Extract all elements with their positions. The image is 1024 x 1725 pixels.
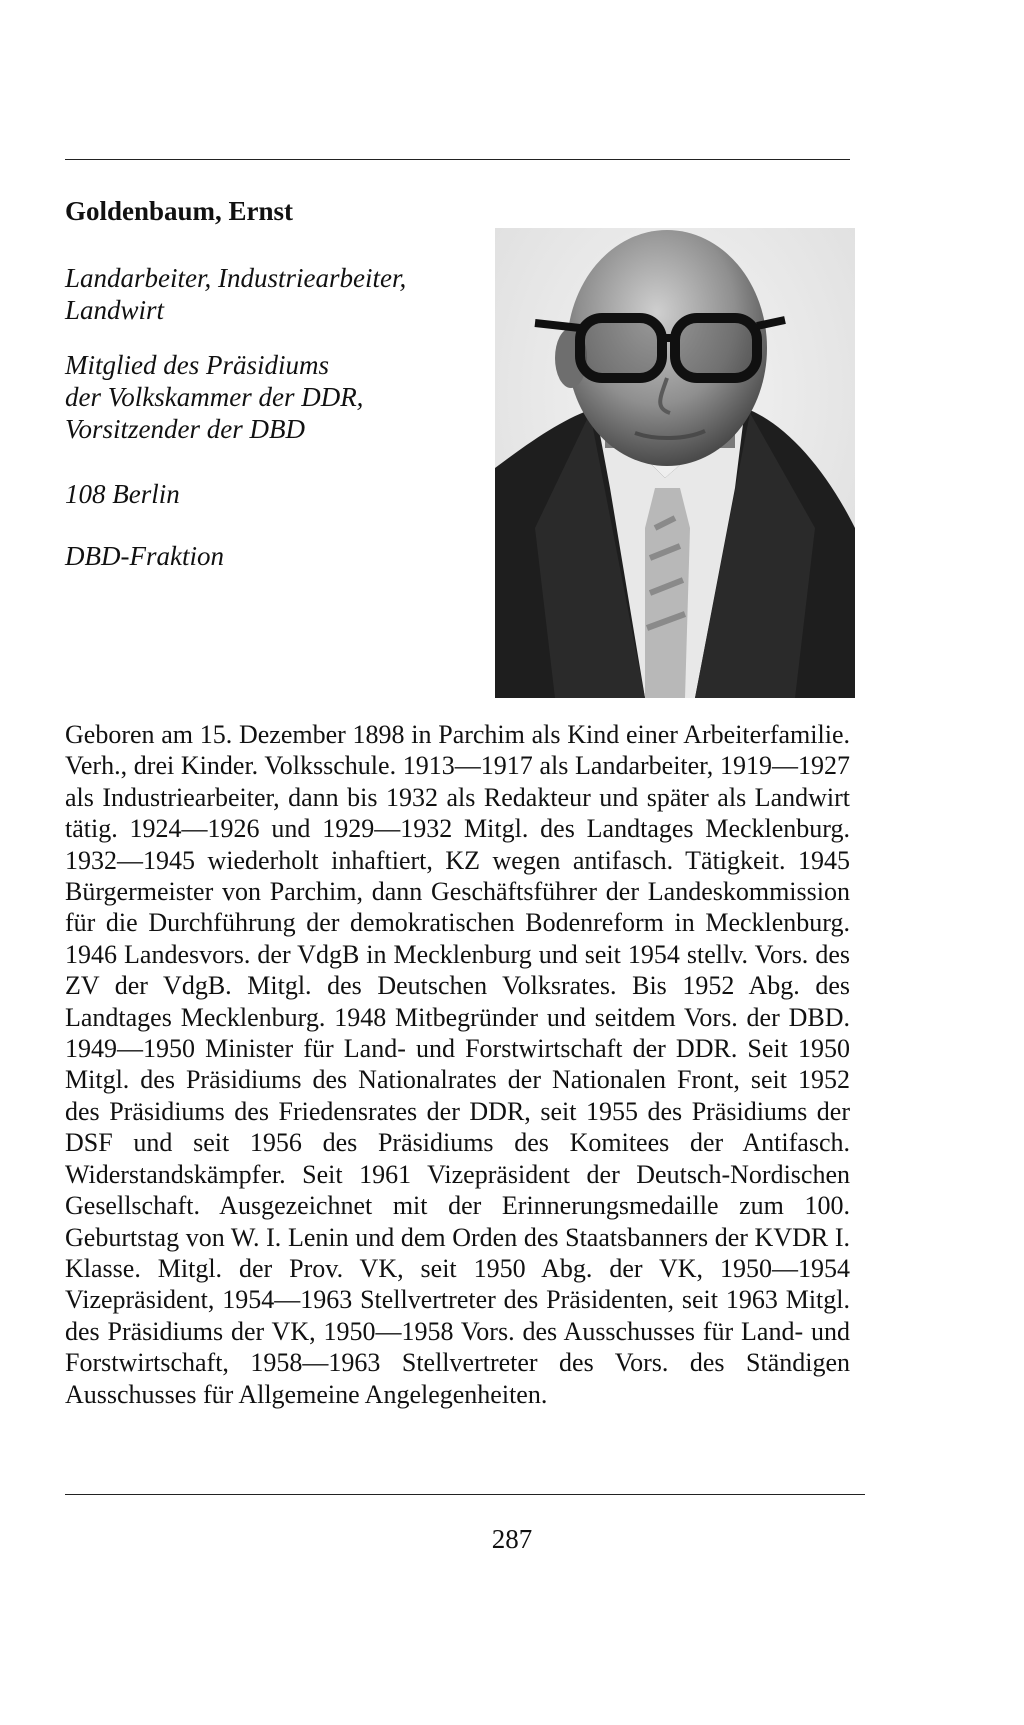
faction: DBD-Fraktion (65, 541, 224, 571)
bottom-rule (65, 1494, 865, 1495)
portrait-illustration (495, 228, 855, 698)
city: 108 Berlin (65, 479, 180, 509)
function-line-1: Mitglied des Präsidiums (65, 350, 329, 380)
biography-text: Geboren am 15. Dezember 1898 in Parchim als Kind einer Arbeiterfamilie. Verh., drei Kinder. Volksschule. 1913—1917 als Landarbeiter, 1919—1927 als Industriearbeiter, dann bis 1932 als Redakteur und später als Landwirt tätig. 1924—1926 und 1929—1932 Mitgl. des Landtages Mecklenburg. 1932—1945 wiederholt inhaftiert, KZ wegen antifasch. Tätigkeit. 1945 Bürgermeister von Parchim, dann Geschäftsführer der Landeskommission für die Durchführung der demokratischen Bodenreform in Mecklenburg. 1946 Landesvors. der VdgB in Mecklenburg und seit 1954 stellv. Vors. des ZV der VdgB. Mitgl. des Deutschen Volksrates. Bis 1952 Abg. des Landtages Mecklenburg. 1948 Mitbegründer und seitdem Vors. der DBD. 1949—1950 Minister für Land- und Forstwirtschaft der DDR. Seit 1950 Mitgl. des Präsidiums des Nationalrates der Nationalen Front, seit 1952 des Präsidiums des Friedensrates der DDR, seit 1955 des Präsidiums der DSF und seit 1956 des Präsidiums des Komitees der Antifasch. Widerstandskämpfer. Seit 1961 Vizepräsident der Deutsch-Nordischen Gesellschaft. Ausgezeichnet mit der Erinnerungsmedaille zum 100. Geburtstag von W. I. Lenin und dem Orden des Staatsbanners der KVDR I. Klasse. Mitgl. der Prov. VK, seit 1950 Abg. der VK, 1950—1954 Vizepräsident, 1954—1963 Stellvertreter des Präsidenten, seit 1963 Mitgl. des Präsidiums der VK, 1950—1958 Vors. des Ausschusses für Land- und Forstwirtschaft, 1958—1963 Stellvertreter des Vors. des Ständigen Ausschusses für Allgemeine Angelegenheiten. (65, 720, 850, 1409)
function-line-2: der Volkskammer der DDR, (65, 382, 364, 412)
profession-line-2: Landwirt (65, 295, 165, 325)
top-rule (65, 159, 850, 160)
page-number: 287 (491, 1524, 533, 1554)
function-line-3: Vorsitzender der DBD (65, 414, 305, 444)
profession (65, 262, 406, 326)
portrait-photo (495, 228, 855, 698)
profession-line-1: Landarbeiter, Industriearbeiter, (65, 263, 407, 293)
person-name: Goldenbaum, Ernst (65, 196, 294, 226)
functions (65, 349, 363, 445)
